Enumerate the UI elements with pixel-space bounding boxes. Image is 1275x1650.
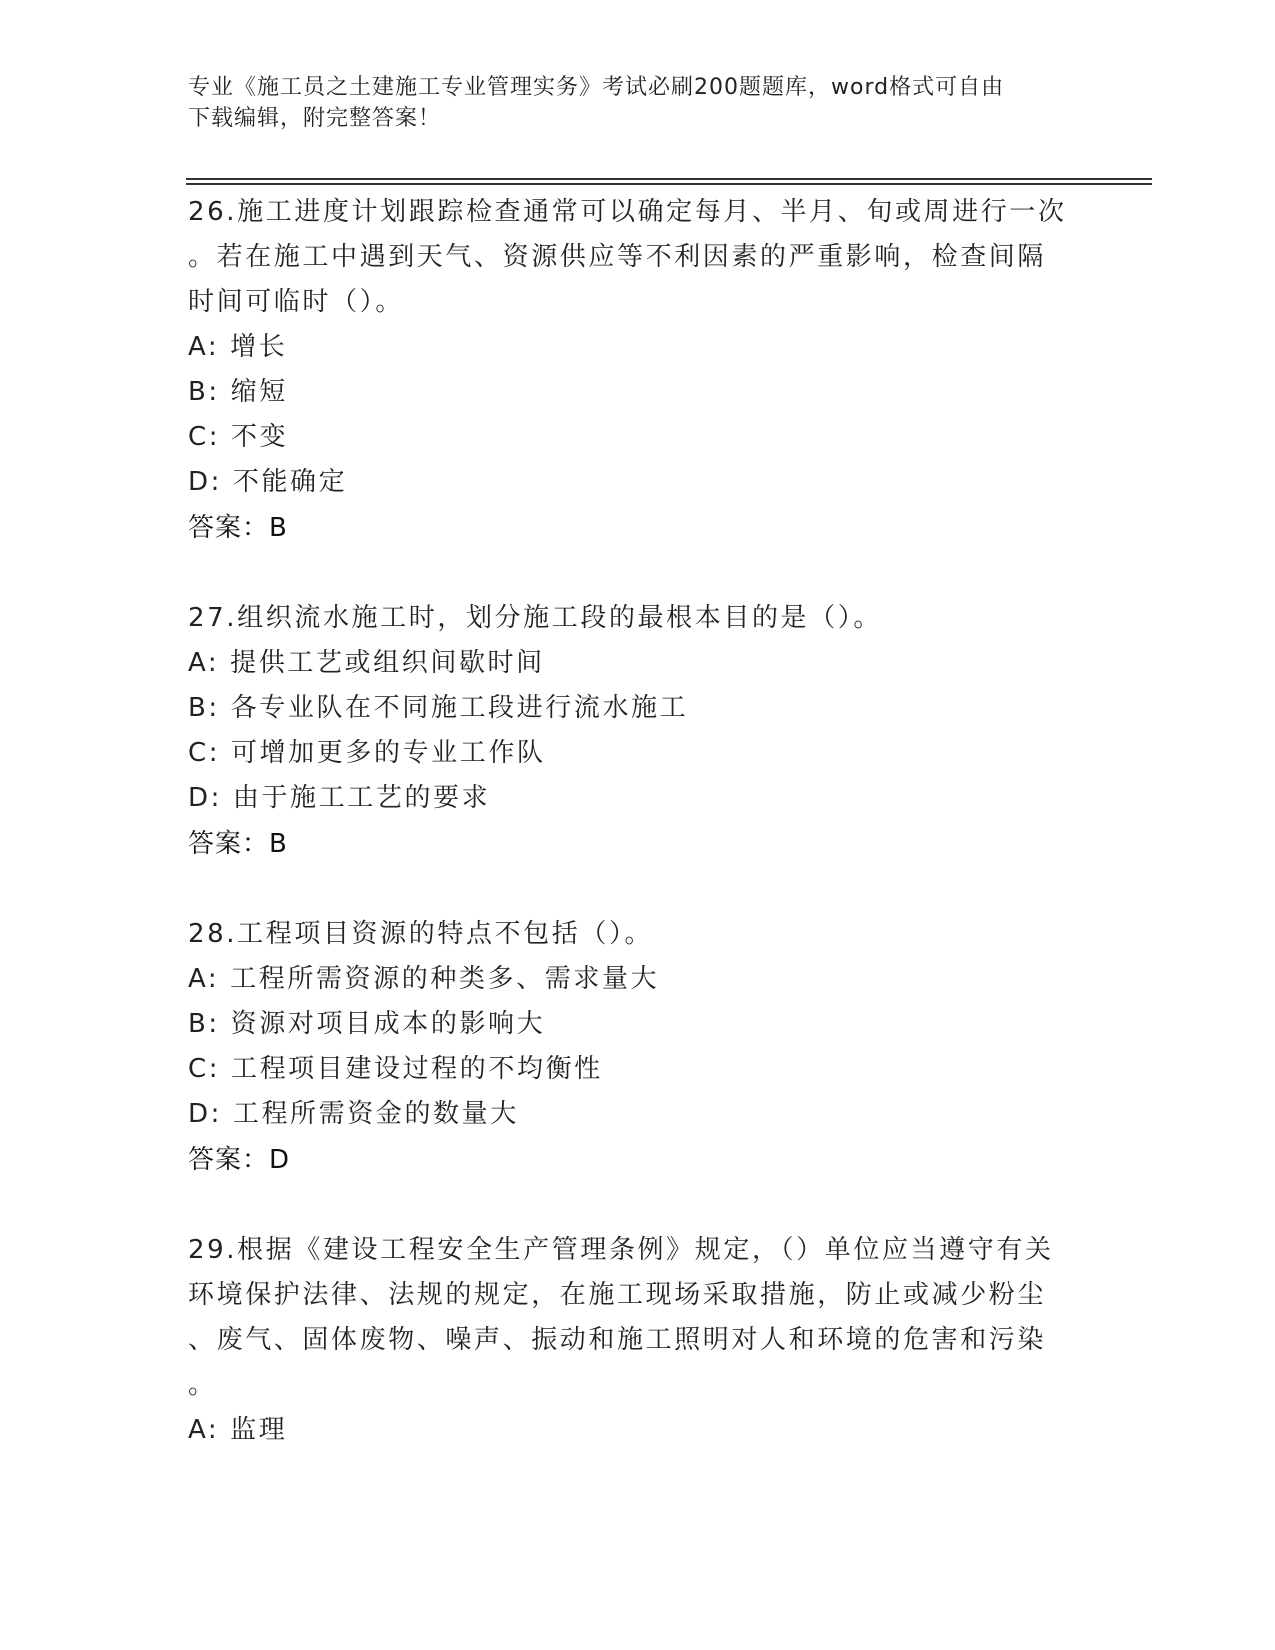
option-a: A: 增长 — [188, 332, 288, 362]
option-a: A: 工程所需资源的种类多、需求量大 — [188, 964, 660, 994]
option-c: C: 可增加更多的专业工作队 — [188, 738, 546, 768]
question-28 — [188, 912, 1088, 1183]
question-29 — [188, 1228, 1088, 1453]
option-a: A: 提供工艺或组织间歇时间 — [188, 648, 545, 678]
header-divider-top — [186, 178, 1152, 180]
option-c: C: 不变 — [188, 422, 289, 452]
question-stem-line: 26.施工进度计划跟踪检查通常可以确定每月、半月、旬或周进行一次 — [188, 197, 1067, 227]
option-b: B: 缩短 — [188, 377, 288, 407]
option-d: D: 不能确定 — [188, 467, 348, 497]
question-27 — [188, 596, 1088, 867]
header-divider-bottom — [186, 183, 1152, 185]
option-b: B: 各专业队在不同施工段进行流水施工 — [188, 693, 689, 723]
question-spacer — [188, 867, 1088, 912]
question-26 — [188, 190, 1088, 551]
option-c: C: 工程项目建设过程的不均衡性 — [188, 1054, 603, 1084]
answer-line: 答案：D — [188, 1145, 291, 1175]
answer-line: 答案：B — [188, 513, 288, 543]
option-b: B: 资源对项目成本的影响大 — [188, 1009, 546, 1039]
question-list — [188, 190, 1088, 1453]
document-header — [188, 72, 1068, 134]
header-intro-line-2: 下载编辑，附完整答案！ — [188, 106, 442, 131]
answer-line: 答案：B — [188, 829, 288, 859]
header-intro-line-1: 专业《施工员之土建施工专业管理实务》考试必刷200题题库，word格式可自由 — [188, 75, 1005, 100]
question-stem-line: 环境保护法律、法规的规定，在施工现场采取措施，防止或减少粉尘 — [188, 1280, 1047, 1310]
question-stem-line: 时间可临时（）。 — [188, 287, 404, 317]
question-spacer — [188, 551, 1088, 596]
question-stem-line: 。 — [188, 1370, 217, 1400]
option-d: D: 工程所需资金的数量大 — [188, 1099, 519, 1129]
question-spacer — [188, 1183, 1088, 1228]
question-stem-line: 27.组织流水施工时，划分施工段的最根本目的是（）。 — [188, 603, 882, 633]
question-stem-line: 29.根据《建设工程安全生产管理条例》规定，（）单位应当遵守有关 — [188, 1235, 1054, 1265]
question-stem-line: 。若在施工中遇到天气、资源供应等不利因素的严重影响，检查间隔 — [188, 242, 1047, 272]
question-stem-line: 28.工程项目资源的特点不包括（）。 — [188, 919, 654, 949]
question-stem-line: 、废气、固体废物、噪声、振动和施工照明对人和环境的危害和污染 — [188, 1325, 1047, 1355]
option-a: A: 监理 — [188, 1415, 288, 1445]
option-d: D: 由于施工工艺的要求 — [188, 783, 491, 813]
